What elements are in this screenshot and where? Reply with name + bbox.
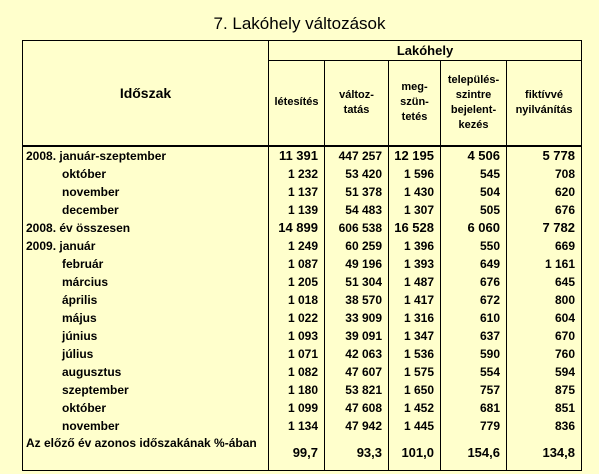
footer-label: Az előző év azonos időszakának %-ában xyxy=(23,435,269,471)
cell-megszuntetes: 1 596 xyxy=(389,165,441,183)
cell-megszuntetes: 1 487 xyxy=(389,273,441,291)
cell-megszuntetes: 1 575 xyxy=(389,363,441,381)
row-label: szeptember xyxy=(23,381,269,399)
cell-megszuntetes: 1 396 xyxy=(389,237,441,255)
cell-valtoztatas: 47 942 xyxy=(325,417,389,435)
cell-valtoztatas: 49 196 xyxy=(325,255,389,273)
cell-telepulesszintre-bejelentkezes: 6 060 xyxy=(441,219,507,237)
cell-megszuntetes: 1 445 xyxy=(389,417,441,435)
table-row xyxy=(23,219,582,237)
cell-fiktivve-nyilvanitas: 7 782 xyxy=(507,219,582,237)
cell-valtoztatas: 606 538 xyxy=(325,219,389,237)
table-row xyxy=(23,255,582,273)
lakohely-group-header: Lakóhely xyxy=(269,41,582,61)
row-label: november xyxy=(23,183,269,201)
column-header-megszuntetes xyxy=(389,61,441,146)
cell-valtoztatas: 54 483 xyxy=(325,201,389,219)
cell-telepulesszintre-bejelentkezes: 757 xyxy=(441,381,507,399)
cell-valtoztatas: 51 304 xyxy=(325,273,389,291)
cell-letesites: 1 205 xyxy=(269,273,325,291)
cell-megszuntetes: 1 417 xyxy=(389,291,441,309)
cell-letesites: 1 180 xyxy=(269,381,325,399)
cell-letesites: 1 018 xyxy=(269,291,325,309)
column-header-line: bejelent- xyxy=(450,103,497,116)
cell-megszuntetes: 12 195 xyxy=(389,146,441,165)
table-row xyxy=(23,417,582,435)
cell-valtoztatas: 53 420 xyxy=(325,165,389,183)
cell-valtoztatas: 53 821 xyxy=(325,381,389,399)
cell-fiktivve-nyilvanitas: 708 xyxy=(507,165,582,183)
table-row xyxy=(23,291,582,309)
table-row xyxy=(23,201,582,219)
table-row xyxy=(23,309,582,327)
cell-letesites: 11 391 xyxy=(269,146,325,165)
table-row xyxy=(23,345,582,363)
column-header-line: kezés xyxy=(458,118,489,131)
cell-valtoztatas: 60 259 xyxy=(325,237,389,255)
cell-telepulesszintre-bejelentkezes: 649 xyxy=(441,255,507,273)
table-row xyxy=(23,273,582,291)
table-row xyxy=(23,146,582,165)
column-header-telepulesszintre-bejelentkezes xyxy=(441,61,507,146)
table-row xyxy=(23,327,582,345)
cell-megszuntetes: 1 536 xyxy=(389,345,441,363)
cell-megszuntetes: 1 316 xyxy=(389,309,441,327)
cell-valtoztatas: 33 909 xyxy=(325,309,389,327)
cell-valtoztatas: 447 257 xyxy=(325,146,389,165)
cell-megszuntetes: 1 347 xyxy=(389,327,441,345)
cell-telepulesszintre-bejelentkezes: 554 xyxy=(441,363,507,381)
cell-fiktivve-nyilvanitas: 594 xyxy=(507,363,582,381)
footer-cell-fiktivve-nyilvanitas: 134,8 xyxy=(507,435,582,471)
cell-valtoztatas: 47 607 xyxy=(325,363,389,381)
row-label: 2008. január-szeptember xyxy=(23,146,269,165)
table-row xyxy=(23,399,582,417)
row-label: május xyxy=(23,309,269,327)
cell-megszuntetes: 1 430 xyxy=(389,183,441,201)
table-row xyxy=(23,183,582,201)
cell-letesites: 1 249 xyxy=(269,237,325,255)
cell-letesites: 1 099 xyxy=(269,399,325,417)
row-label: április xyxy=(23,291,269,309)
cell-letesites: 1 232 xyxy=(269,165,325,183)
footer-cell-telepulesszintre-bejelentkezes: 154,6 xyxy=(441,435,507,471)
cell-telepulesszintre-bejelentkezes: 590 xyxy=(441,345,507,363)
row-label: 2008. év összesen xyxy=(23,219,269,237)
row-label: október xyxy=(23,165,269,183)
cell-fiktivve-nyilvanitas: 645 xyxy=(507,273,582,291)
cell-letesites: 1 082 xyxy=(269,363,325,381)
cell-fiktivve-nyilvanitas: 669 xyxy=(507,237,582,255)
row-label: november xyxy=(23,417,269,435)
cell-fiktivve-nyilvanitas: 1 161 xyxy=(507,255,582,273)
row-label: június xyxy=(23,327,269,345)
cell-letesites: 1 134 xyxy=(269,417,325,435)
column-header-line: szintre xyxy=(455,88,492,101)
column-header-line: változ- xyxy=(339,88,374,101)
cell-megszuntetes: 1 650 xyxy=(389,381,441,399)
row-label: augusztus xyxy=(23,363,269,381)
cell-valtoztatas: 47 608 xyxy=(325,399,389,417)
cell-valtoztatas: 51 378 xyxy=(325,183,389,201)
cell-fiktivve-nyilvanitas: 604 xyxy=(507,309,582,327)
footer-cell-megszuntetes: 101,0 xyxy=(389,435,441,471)
table-row xyxy=(23,237,582,255)
column-header-fiktivve-nyilvanitas xyxy=(507,61,582,146)
column-header-line: szün- xyxy=(400,96,429,109)
cell-letesites: 1 093 xyxy=(269,327,325,345)
table-row xyxy=(23,165,582,183)
footer-cell-letesites: 99,7 xyxy=(269,435,325,471)
cell-fiktivve-nyilvanitas: 800 xyxy=(507,291,582,309)
table-row xyxy=(23,363,582,381)
period-header: Időszak xyxy=(23,41,269,146)
row-label: március xyxy=(23,273,269,291)
cell-fiktivve-nyilvanitas: 875 xyxy=(507,381,582,399)
cell-letesites: 1 087 xyxy=(269,255,325,273)
cell-telepulesszintre-bejelentkezes: 672 xyxy=(441,291,507,309)
cell-telepulesszintre-bejelentkezes: 4 506 xyxy=(441,146,507,165)
table-row xyxy=(23,381,582,399)
cell-telepulesszintre-bejelentkezes: 610 xyxy=(441,309,507,327)
cell-telepulesszintre-bejelentkezes: 779 xyxy=(441,417,507,435)
cell-valtoztatas: 39 091 xyxy=(325,327,389,345)
cell-telepulesszintre-bejelentkezes: 504 xyxy=(441,183,507,201)
cell-telepulesszintre-bejelentkezes: 505 xyxy=(441,201,507,219)
column-header-letesites xyxy=(269,61,325,146)
footer-row xyxy=(23,435,582,471)
cell-letesites: 1 137 xyxy=(269,183,325,201)
cell-letesites: 14 899 xyxy=(269,219,325,237)
cell-letesites: 1 022 xyxy=(269,309,325,327)
cell-fiktivve-nyilvanitas: 676 xyxy=(507,201,582,219)
housing-changes-table xyxy=(22,40,582,471)
row-label: 2009. január xyxy=(23,237,269,255)
cell-fiktivve-nyilvanitas: 670 xyxy=(507,327,582,345)
cell-valtoztatas: 42 063 xyxy=(325,345,389,363)
cell-valtoztatas: 38 570 xyxy=(325,291,389,309)
cell-fiktivve-nyilvanitas: 836 xyxy=(507,417,582,435)
column-header-line: létesítés xyxy=(274,96,319,109)
cell-letesites: 1 139 xyxy=(269,201,325,219)
cell-letesites: 1 071 xyxy=(269,345,325,363)
footer-cell-valtoztatas: 93,3 xyxy=(325,435,389,471)
column-header-line: nyilvánítás xyxy=(515,103,573,116)
cell-telepulesszintre-bejelentkezes: 681 xyxy=(441,399,507,417)
column-header-line: fiktívvé xyxy=(525,88,563,101)
row-label: február xyxy=(23,255,269,273)
column-header-line: tetés xyxy=(401,111,428,124)
cell-fiktivve-nyilvanitas: 5 778 xyxy=(507,146,582,165)
cell-telepulesszintre-bejelentkezes: 545 xyxy=(441,165,507,183)
table-title: 7. Lakóhely változások xyxy=(213,14,386,33)
column-header-line: település- xyxy=(447,73,500,86)
cell-telepulesszintre-bejelentkezes: 550 xyxy=(441,237,507,255)
column-header-line: tatás xyxy=(343,103,370,116)
cell-telepulesszintre-bejelentkezes: 637 xyxy=(441,327,507,345)
column-header-line: meg- xyxy=(401,81,428,94)
cell-megszuntetes: 1 307 xyxy=(389,201,441,219)
cell-fiktivve-nyilvanitas: 760 xyxy=(507,345,582,363)
row-label: október xyxy=(23,399,269,417)
cell-fiktivve-nyilvanitas: 620 xyxy=(507,183,582,201)
cell-megszuntetes: 16 528 xyxy=(389,219,441,237)
cell-telepulesszintre-bejelentkezes: 676 xyxy=(441,273,507,291)
cell-megszuntetes: 1 393 xyxy=(389,255,441,273)
row-label: december xyxy=(23,201,269,219)
cell-fiktivve-nyilvanitas: 851 xyxy=(507,399,582,417)
cell-megszuntetes: 1 452 xyxy=(389,399,441,417)
column-header-valtoztatas xyxy=(325,61,389,146)
row-label: július xyxy=(23,345,269,363)
